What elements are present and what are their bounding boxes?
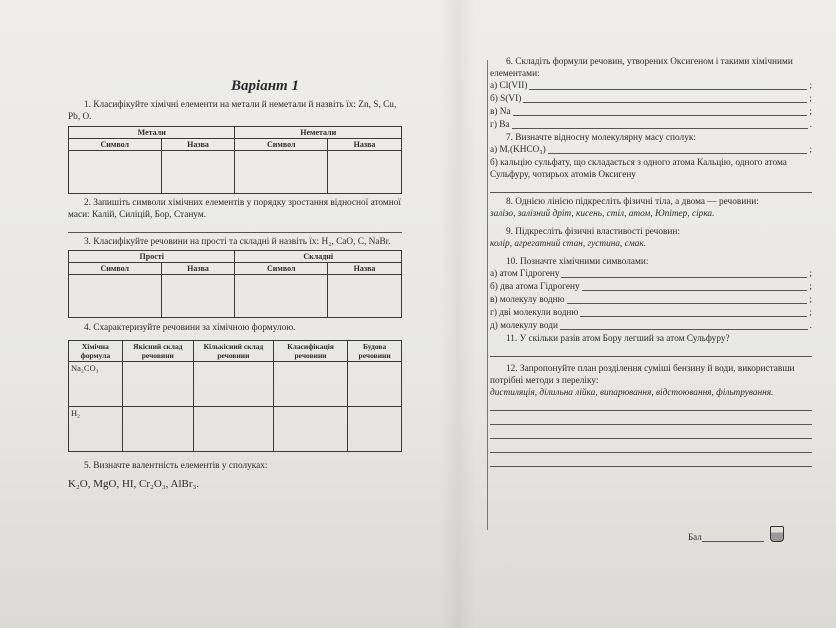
answer-line[interactable] xyxy=(560,320,808,330)
q10-item-e[interactable]: д) молекулу води . xyxy=(490,321,812,331)
col-name: Назва xyxy=(328,263,402,275)
right-column xyxy=(490,56,812,469)
flask-icon xyxy=(770,526,784,542)
formula-cell: H₂ xyxy=(69,407,123,452)
q10-item-b[interactable]: б) два атома Гідрогену ; xyxy=(490,282,812,292)
score-field[interactable] xyxy=(688,532,764,542)
q3-table xyxy=(68,250,402,318)
answer-line[interactable] xyxy=(490,455,812,467)
header-metals: Метали xyxy=(69,127,235,139)
answer-line[interactable] xyxy=(529,80,807,90)
answer-cell[interactable] xyxy=(348,407,402,452)
question-5-compounds: K₂O, MgO, HI, Cr₂O₃, AlBr₃. xyxy=(68,478,200,490)
left-column xyxy=(68,78,402,490)
table-row xyxy=(69,362,402,407)
question-7-text: 7. Визначте відносну молекулярну масу сполук: xyxy=(506,133,696,143)
col-name: Назва xyxy=(161,263,235,275)
answer-line[interactable] xyxy=(582,281,808,291)
answer-cell[interactable] xyxy=(273,362,347,407)
q10-item-a[interactable]: а) атом Гідрогену ; xyxy=(490,269,812,279)
score-line[interactable] xyxy=(702,541,764,542)
q10-item-c[interactable]: в) молекулу водню ; xyxy=(490,295,812,305)
question-8-text: 8. Однією лінією підкресліть фізичні тіла, а двома — речовини: xyxy=(506,197,759,207)
q1-table xyxy=(68,126,402,194)
score-label: Бал xyxy=(688,532,702,542)
header-quantitative: Кількісний склад речовини xyxy=(193,341,273,362)
answer-line[interactable] xyxy=(490,427,812,439)
answer-cell[interactable] xyxy=(235,151,328,194)
answer-line[interactable] xyxy=(68,221,402,233)
question-9-text: 9. Підкресліть фізичні властивості речовин: xyxy=(506,227,680,237)
formula-cell: Na₂CO₃ xyxy=(69,362,123,407)
q10-item-d[interactable]: г) дві молекули водню ; xyxy=(490,308,812,318)
table-row xyxy=(69,407,402,452)
header-nonmetals: Неметали xyxy=(235,127,402,139)
answer-line[interactable] xyxy=(512,119,808,129)
q6-item-b[interactable]: б) S(VI) ; xyxy=(490,94,812,104)
item-label: а) атом Гідрогену xyxy=(490,269,560,279)
col-symbol: Символ xyxy=(235,263,328,275)
answer-cell[interactable] xyxy=(328,151,402,194)
header-qualitative: Якісний склад речовини xyxy=(122,341,193,362)
item-label: б) два атома Гідрогену xyxy=(490,282,580,292)
col-symbol: Символ xyxy=(69,139,162,151)
col-symbol: Символ xyxy=(235,139,328,151)
item-label: д) молекулу води xyxy=(490,321,558,331)
header-formula: Хімічна формула xyxy=(69,341,123,362)
answer-cell[interactable] xyxy=(161,151,235,194)
variant-title: Варіант 1 xyxy=(231,78,299,94)
item-label: а) Cl(VII) xyxy=(490,81,528,91)
header-classification: Класифікація речовини xyxy=(273,341,347,362)
answer-line[interactable] xyxy=(580,307,807,317)
question-3-text: 3. Класифікуйте речовини на прості та складні й назвіть їх: H₂, CaO, C, NaBr. xyxy=(84,237,391,247)
col-name: Назва xyxy=(161,139,235,151)
page-fold xyxy=(440,0,476,628)
q4-table xyxy=(68,340,402,452)
header-structure: Будова речовини xyxy=(348,341,402,362)
answer-cell[interactable] xyxy=(69,275,162,318)
margin-line xyxy=(487,60,488,530)
question-12-methods: дистиляція, ділильна лійка, випарювання, відстоювання, фільтрування. xyxy=(490,388,774,398)
question-5-text: 5. Визначте валентність елементів у сполуках: xyxy=(84,461,268,471)
header-complex: Складні xyxy=(235,251,402,263)
question-11-text: 11. У скільки разів атом Бору легший за атом Сульфуру? xyxy=(506,334,730,344)
question-2-text: 2. Запишіть символи хімічних елементів у порядку зростання відносної атомної маси: Калій, Силіцій, Бор, Станум. xyxy=(68,198,401,220)
item-label: б) S(VI) xyxy=(490,94,522,104)
q7-item-b: б) кальцію сульфату, що складається з одного атома Кальцію, одного атома Сульфуру, чотирьох атомів Оксигену xyxy=(490,158,787,180)
answer-line[interactable] xyxy=(513,106,808,116)
item-label: в) Na xyxy=(490,107,511,117)
answer-line[interactable] xyxy=(523,93,807,103)
answer-line[interactable] xyxy=(567,294,808,304)
question-1-text: 1. Класифікуйте хімічні елементи на метали й неметали й назвіть їх: Zn, S, Cu, Pb, O. xyxy=(68,100,397,122)
answer-cell[interactable] xyxy=(348,362,402,407)
item-label: в) молекулу водню xyxy=(490,295,565,305)
answer-cell[interactable] xyxy=(69,151,162,194)
q6-item-a[interactable]: а) Cl(VII) ; xyxy=(490,81,812,91)
item-label: г) Ba xyxy=(490,120,510,130)
answer-line[interactable] xyxy=(548,144,808,154)
answer-cell[interactable] xyxy=(122,407,193,452)
answer-line[interactable] xyxy=(561,268,807,278)
answer-line[interactable] xyxy=(490,345,812,357)
question-6-text: 6. Складіть формули речовин, утворених Оксигеном і такими хімічними елементами: xyxy=(490,57,793,79)
q6-item-c[interactable]: в) Na ; xyxy=(490,107,812,117)
item-label: а) Mᵣ(KHCO₃) xyxy=(490,145,546,155)
question-4-text: 4. Схарактеризуйте речовини за хімічною формулою. xyxy=(84,323,296,333)
answer-cell[interactable] xyxy=(193,362,273,407)
answer-line[interactable] xyxy=(490,441,812,453)
answer-cell[interactable] xyxy=(161,275,235,318)
question-9-words[interactable]: колір, агрегатний стан, густина, смак. xyxy=(490,239,647,249)
answer-line[interactable] xyxy=(490,399,812,411)
question-12-text: 12. Запропонуйте план розділення суміші бензину й води, використавши потрібні методи з переліку: xyxy=(490,364,795,386)
answer-cell[interactable] xyxy=(122,362,193,407)
question-10-text: 10. Позначте хімічними символами: xyxy=(506,257,649,267)
col-symbol: Символ xyxy=(69,263,162,275)
answer-cell[interactable] xyxy=(273,407,347,452)
q7-item-a[interactable]: а) Mᵣ(KHCO₃) ; xyxy=(490,145,812,155)
answer-cell[interactable] xyxy=(193,407,273,452)
answer-line[interactable] xyxy=(490,181,812,193)
header-simple: Прості xyxy=(69,251,235,263)
q6-item-d[interactable]: г) Ba . xyxy=(490,120,812,130)
col-name: Назва xyxy=(328,139,402,151)
item-label: г) дві молекули водню xyxy=(490,308,579,318)
answer-cell[interactable] xyxy=(235,275,328,318)
answer-line[interactable] xyxy=(490,413,812,425)
question-8-words[interactable]: залізо, залізний дріт, кисень, стіл, атом, Юпітер, сірка. xyxy=(490,209,715,219)
answer-cell[interactable] xyxy=(328,275,402,318)
